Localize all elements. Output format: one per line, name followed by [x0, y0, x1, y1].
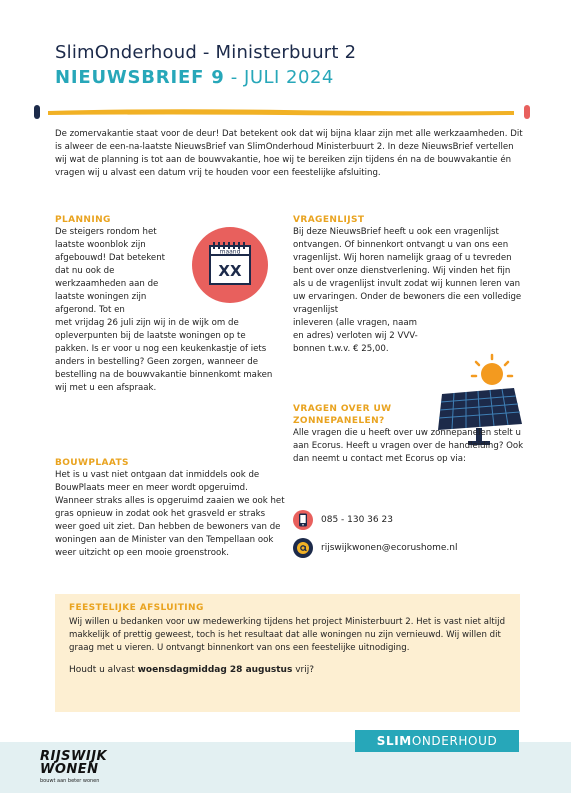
zonnepanelen-section [293, 403, 525, 466]
newsletter-separator: - [224, 67, 245, 88]
save-date-prefix: Houdt u alvast [69, 665, 138, 675]
planning-text-top: De steigers rondom het laatste woonblok zijn afgebouwd! Dat betekent dat nu ook de werkzaamheden aan de laatste woningen zijn afgerond. Tot en [55, 227, 166, 315]
brand-slim: SLIM [376, 734, 412, 748]
email-contact [293, 538, 457, 558]
vragenlijst-section [293, 214, 525, 356]
phone-contact [293, 510, 393, 530]
calendar-icon [191, 226, 269, 304]
afsluiting-title: FEESTELIJKE AFSLUITING [69, 603, 204, 613]
at-sign-icon [293, 538, 313, 558]
zonnepanelen-text: Alle vragen die u heeft over uw zonnepanelen stelt u aan Ecorus. Heeft u vragen over de handleiding? Ook dan neemt u contact met Ecorus op via: [293, 428, 524, 464]
phone-icon [293, 510, 313, 530]
decorative-brush-stroke [34, 102, 534, 122]
newsletter-number: NIEUWSBRIEF 9 [55, 67, 225, 88]
newsletter-date: JULI 2024 [244, 67, 334, 88]
email-address[interactable]: rijswijkwonen@ecorushome.nl [321, 543, 458, 553]
newsletter-heading [55, 67, 525, 88]
planning-title: PLANNING [55, 215, 111, 225]
logo-line-1: RIJSWIJK [40, 749, 108, 764]
calendar-day-label: XX [218, 262, 242, 280]
zonnepanelen-title: VRAGEN OVER UW ZONNEPANELEN? [293, 404, 392, 426]
vragenlijst-title: VRAGENLIJST [293, 215, 365, 225]
save-date-suffix: vrij? [292, 665, 314, 675]
afsluiting-save-date [69, 665, 506, 675]
vragenlijst-text: Bij deze NieuwsBrief heeft u ook een vragenlijst ontvangen. Of binnenkort ontvangt u van ons een vragenlijst. Wij horen namelijk graag of u tevreden bent over onze dienstverlening. Wij vinden het fijn als u de vragenlijst invult zodat wij kunnen leren van uw ervaringen. Onder de bewoners die een volledige vragenlijst [293, 227, 522, 315]
logo-line-2: WONEN [40, 762, 99, 777]
bouwplaats-title: BOUWPLAATS [55, 458, 129, 468]
afsluiting-box [55, 594, 520, 712]
intro-text: De zomervakantie staat voor de deur! Dat betekent ook dat wij bijna klaar zijn met alle werkzaamheden. Dit is alweer de een-na-laatste NieuwsBrief van SlimOnderhoud Ministerbuurt 2. In deze NieuwsBrief vertellen wij wat de planning is tot aan de bouwvakantie, hoe wij te bereiken zijn tijdens én na de bouwvakantie én vragen wij u alvast een datum vrij te houden voor een feestelijke afsluiting. [55, 129, 523, 178]
slimonderhoud-brand-tab [355, 730, 519, 752]
brand-onderhoud: ONDERHOUD [411, 734, 498, 748]
planning-text-rest: met vrijdag 26 juli zijn wij in de wijk om de opleverpunten bij de laatste woningen op te pakken. Is er voor u nog een keukenkastje of iets anders in bestelling? Geen zorgen, wanneer de bestelling na de bouwvakantie binnenkomt maken wij met u een afspraak. [55, 318, 273, 393]
bouwplaats-text: Het is u vast niet ontgaan dat inmiddels ook de BouwPlaats meer en meer wordt opgeruimd. Wanneer straks alles is opgeruimd zaaien we ook het gras opnieuw in zodat ook het grasveld er straks weer goed uit ziet. Dan hebben de bewoners van de woningen aan de Minister van den Tempellaan ook weer uitzicht op een mooie groenstrook. [55, 470, 285, 558]
header [55, 42, 525, 88]
vragenlijst-text-narrow: inleveren (alle vragen, naam en adres) verloten wij 2 VVV-bonnen t.w.v. € 25,00. [293, 318, 418, 354]
logo-tagline: bouwt aan beter wonen [40, 778, 100, 784]
bouwplaats-section [55, 457, 285, 560]
rijswijk-wonen-logo [40, 750, 126, 788]
save-date-date: woensdagmiddag 28 augustus [137, 665, 293, 675]
afsluiting-text: Wij willen u bedanken voor uw medewerking tijdens het project Ministerbuurt 2. Het is vast niet altijd makkelijk of prettig geweest, toch is het resultaat dat alle woningen nu zijn vernieuwd. Wij willen dit graag met u vieren. U ontvangt binnenkort van ons een feestelijke uitnodiging. [69, 617, 506, 653]
page-title: SlimOnderhoud - Ministerbuurt 2 [55, 42, 357, 63]
phone-number[interactable]: 085 - 130 36 23 [321, 515, 393, 525]
calendar-month-label: maand [219, 248, 241, 256]
